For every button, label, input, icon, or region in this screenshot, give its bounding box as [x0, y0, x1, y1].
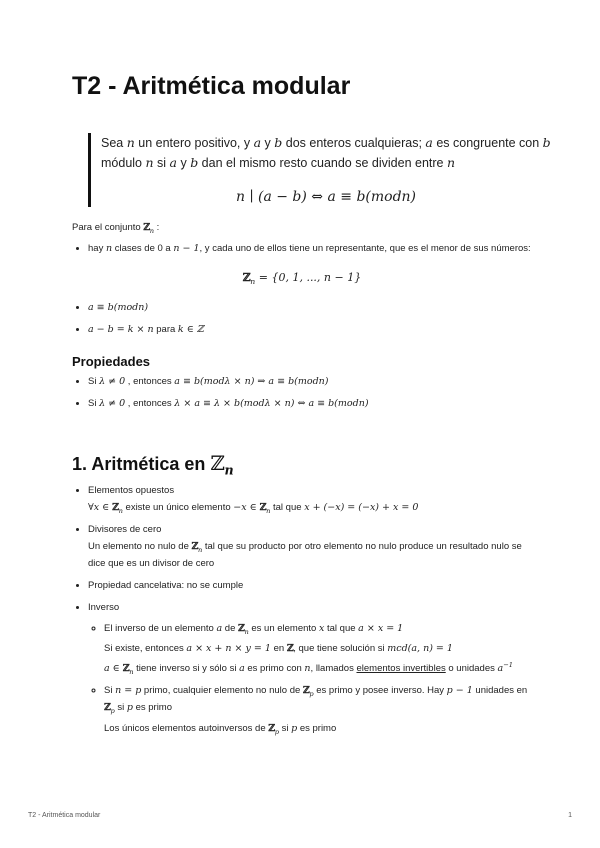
list-item: • a − b = k × n para k ∈ ℤ — [88, 321, 532, 338]
propiedades-heading: Propiedades — [72, 354, 151, 369]
list-item: ◦ El inverso de un elemento a de ℤ$_n$ es un elemento x tal que a × x = 1 Si existe, entonces a × x + n × y = 1 en ℤ, que tiene solución si mcd(a, n) = 1 a ∈ ℤ$_n$ tiene inverso si y sólo si a es primo con n, llamados elementos invertibles o unidades $a^{-1}$ — [104, 620, 532, 677]
propiedades-list — [72, 373, 532, 412]
inverso-sublist — [88, 620, 532, 737]
conjunto-section — [72, 219, 532, 343]
propiedades-section — [72, 373, 532, 417]
list-item: • a ≡ b(modn) — [88, 299, 532, 316]
list-item: • hay n clases de 0 a n − 1, y cada uno de ellos tiene un representante, que es el menor de sus números: ℤ$_n$ = {0, 1, ..., n − 1} — [88, 240, 532, 287]
page-title: T2 - Aritmética modular — [72, 72, 351, 100]
elementos-invertibles-link[interactable]: elementos invertibles — [356, 663, 446, 674]
list-item-divisores: • Divisores de cero Un elemento no nulo de ℤ$_n$ tal que su producto por otro elemento no nulo produce un resultado nulo se dice que es un divisor de cero — [88, 521, 532, 572]
page-number: 1 — [568, 812, 572, 819]
list-item-opuestos: • Elementos opuestos ∀x ∈ ℤ$_n$ existe un único elemento −x ∈ ℤ$_n$ tal que x + (−x) = (−x) + x = 0 — [88, 482, 532, 516]
definition-blockquote — [88, 133, 551, 207]
conjunto-list — [72, 240, 532, 338]
section1-body — [72, 482, 532, 742]
list-item-inverso: • Inverso ◦ El inverso de un elemento a de ℤ$_n$ es un elemento x tal que a × x = 1 Si existe, entonces a × x + n × y = 1 en ℤ, que tiene solución si mcd(a, n) = 1 a ∈ ℤ$_n$ tiene inverso si y sólo si a es primo con n, llamados elementos invertibles o unidades $a^{-1}$ ◦ Si n = p primo, cualquier elemento no nulo de ℤ$_p$ es primo y posee inverso. Hay p − 1 unidades en ℤ$_p$ si p es primo Los únicos elementos autoinversos de ℤ$_p$ si p es primo — [88, 599, 532, 737]
list-item: ◦ Si n = p primo, cualquier elemento no nulo de ℤ$_p$ es primo y posee inverso. Hay p − 1 unidades en ℤ$_p$ si p es primo Los únicos elementos autoinversos de ℤ$_p$ si p es primo — [104, 682, 532, 737]
set-equation: ℤ$_n$ = {0, 1, ..., n − 1} — [242, 271, 362, 287]
definition-text: Sea n un entero positivo, y a y b dos enteros cualquieras; a es congruente con b módulo n si a y b dan el mismo resto cuando se dividen entre n — [101, 135, 551, 170]
section1-list — [72, 482, 532, 737]
list-item-cancelativa: • Propiedad cancelativa: no se cumple — [88, 577, 532, 594]
conjunto-intro: Para el conjunto ℤ$_n$ : — [72, 222, 160, 235]
congruence-equation: n ∣ (a − b) ⇔ a ≡ b(modn) — [235, 189, 417, 205]
list-item: • Si λ ≠ 0 , entonces λ × a ≡ λ × b(modλ × n) ⇔ a ≡ b(modn) — [88, 395, 532, 412]
list-item: • Si λ ≠ 0 , entonces a ≡ b(modλ × n) ⇒ a ≡ b(modn) — [88, 373, 532, 390]
footer-title: T2 - Aritmética modular — [28, 812, 101, 819]
section1-heading: 1. Aritmética en ℤ$_n$ — [72, 451, 234, 478]
